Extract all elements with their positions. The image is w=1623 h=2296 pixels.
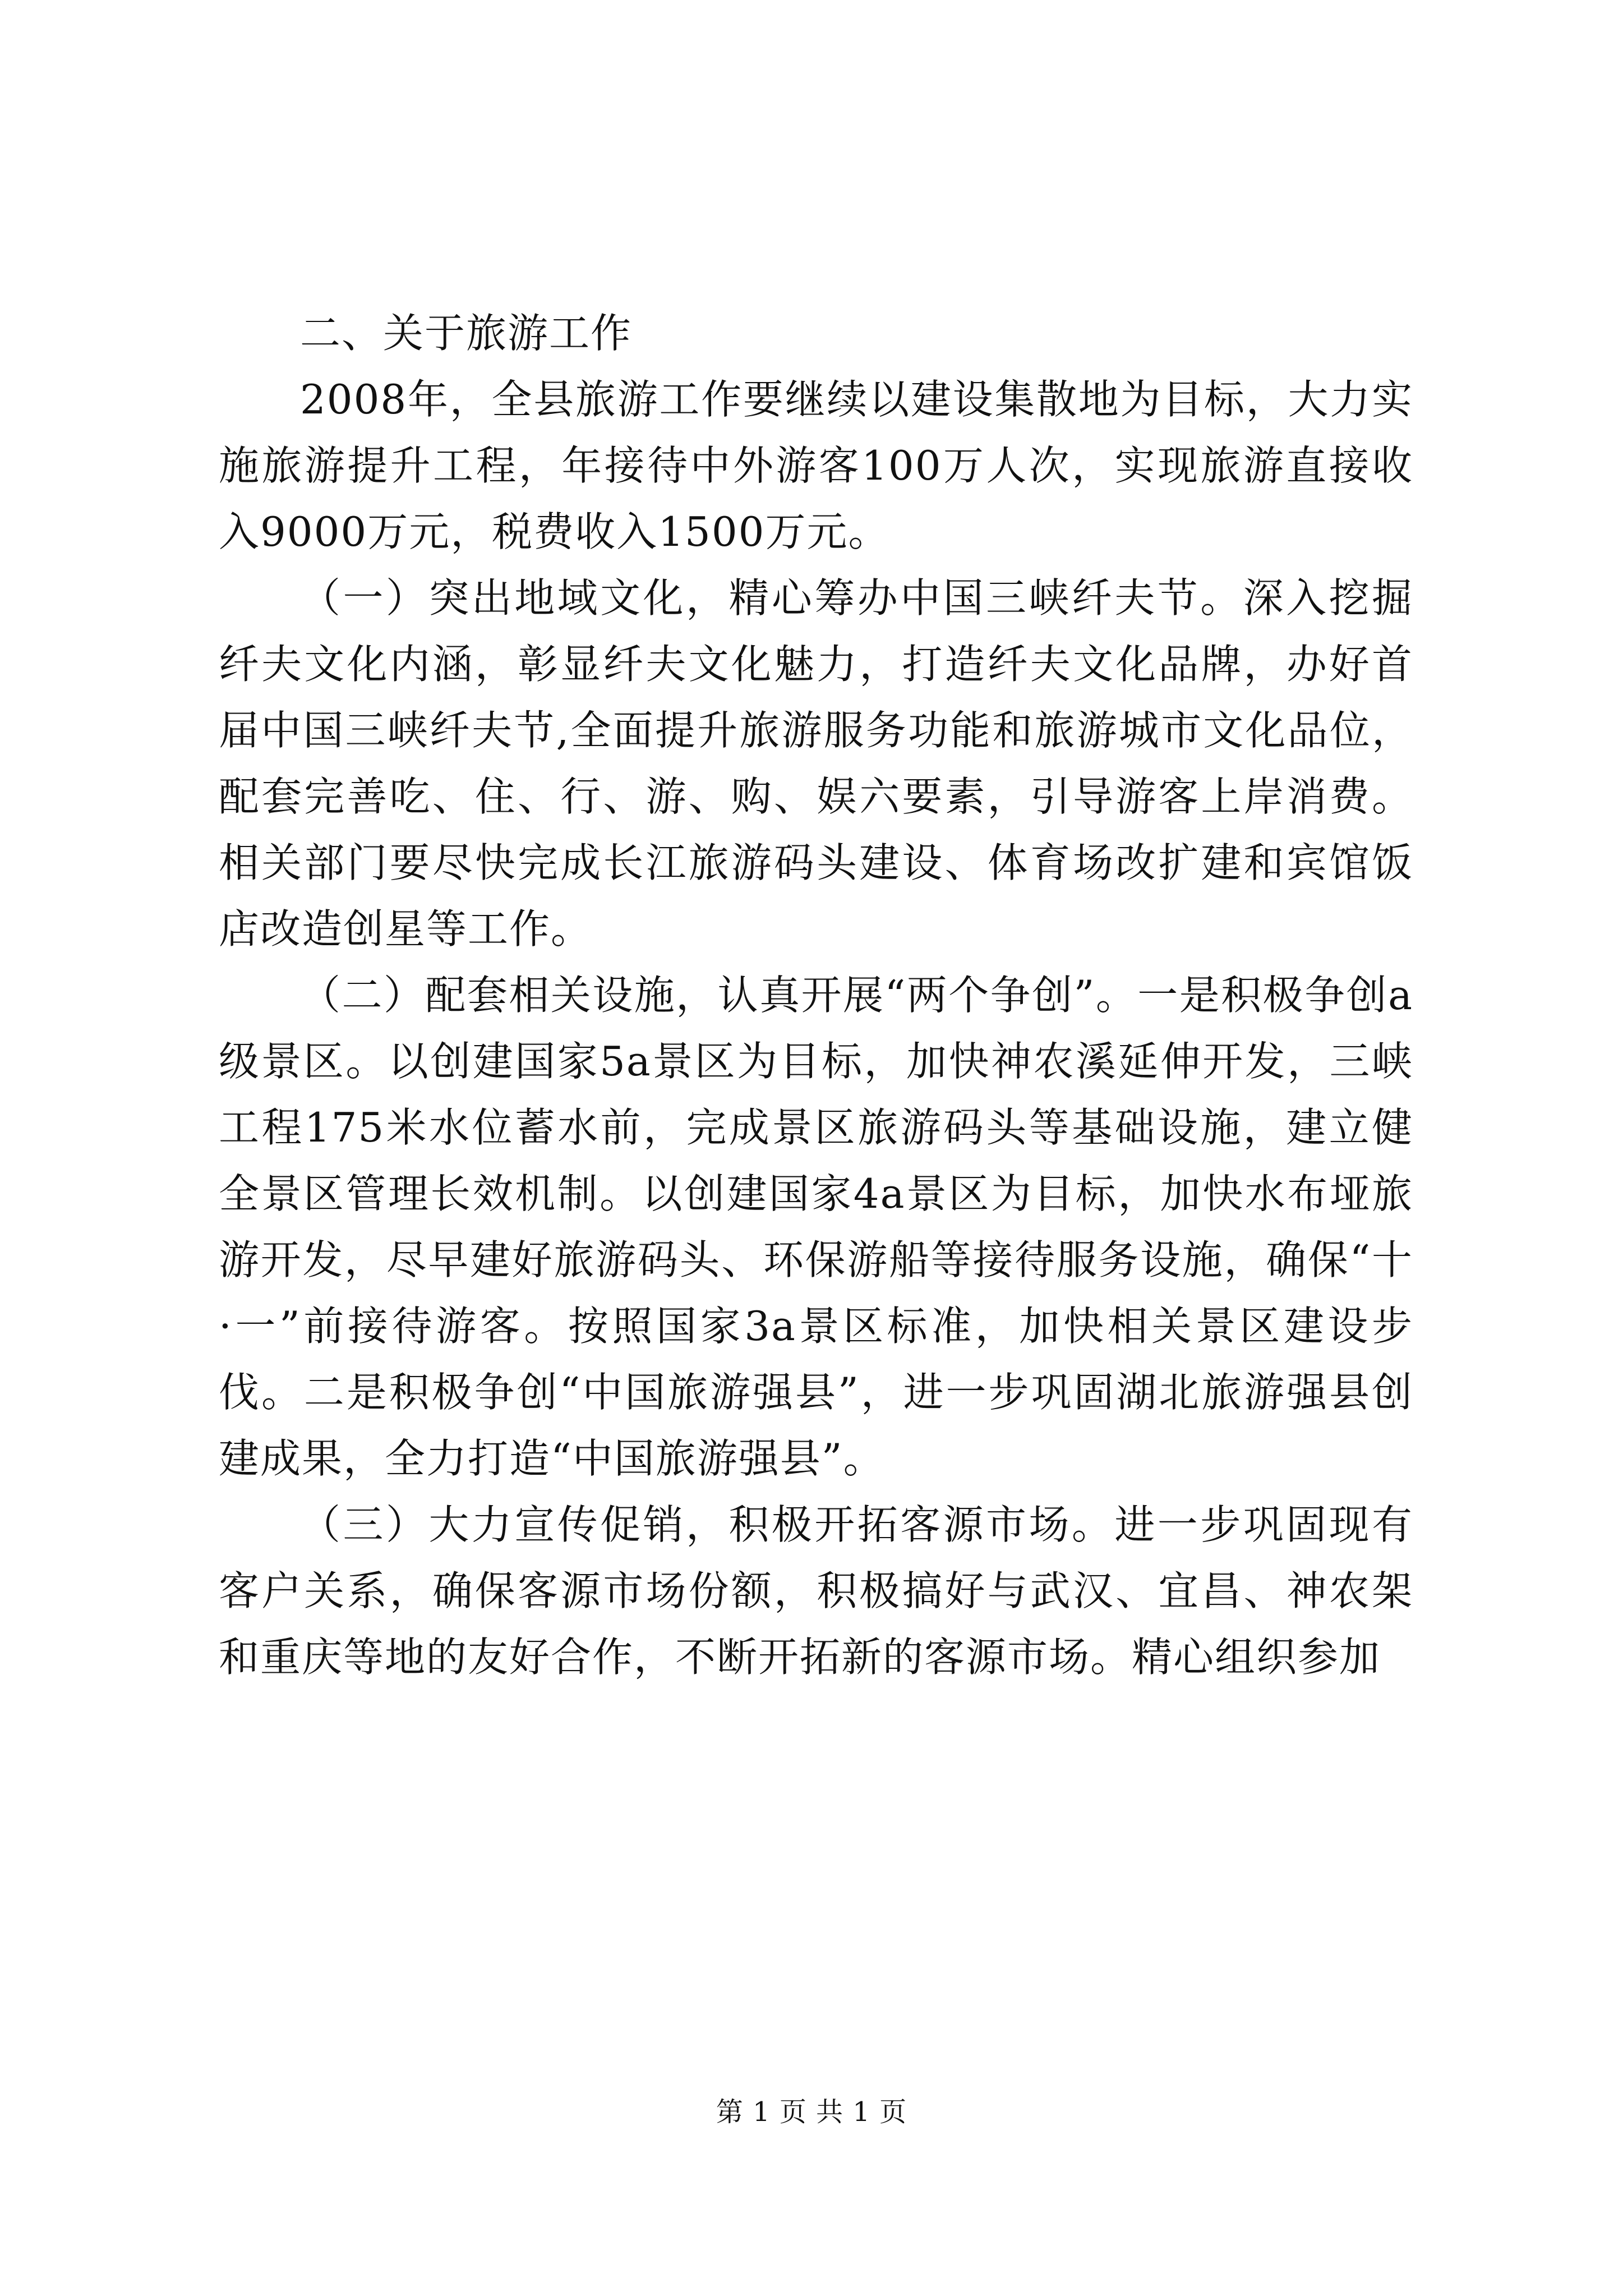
paragraph-facilities: （二）配套相关设施，认真开展“两个争创”。一是积极争创a级景区。以创建国家5a景区为目标，加快神农溪延伸开发，三峡工程175米水位蓄水前，完成景区旅游码头等基础设施，建立健全景区管理长效机制。以创建国家4a景区为目标，加快水布垭旅游开发，尽早建好旅游码头、环保游船等接待服务设施，确保“十·一”前接待游客。按照国家3a景区标准，加快相关景区建设步伐。二是积极争创“中国旅游强县”，进一步巩固湖北旅游强县创建成果，全力打造“中国旅游强县”。 [219, 972, 1413, 1482]
paragraph-intro: 2008年，全县旅游工作要继续以建设集散地为目标，大力实施旅游提升工程，年接待中外游客100万人次，实现旅游直接收入9000万元，税费收入1500万元。 [219, 376, 1413, 555]
section-heading: 二、关于旅游工作 [300, 310, 633, 357]
paragraph-culture-festival: （一）突出地域文化，精心筹办中国三峡纤夫节。深入挖掘纤夫文化内涵，彰显纤夫文化魅力，打造纤夫文化品牌，办好首届中国三峡纤夫节,全面提升旅游服务功能和旅游城市文化品位，配套完善吃、住、行、游、购、娱六要素，引导游客上岸消费。相关部门要尽快完成长江旅游码头建设、体育场改扩建和宾馆饭店改造创星等工作。 [219, 574, 1413, 953]
page-footer: 第 1 页 共 1 页 [716, 2096, 907, 2128]
paragraph-promotion: （三）大力宣传促销，积极开拓客源市场。进一步巩固现有客户关系，确保客源市场份额，积极搞好与武汉、宜昌、神农架和重庆等地的友好合作，不断开拓新的客源市场。精心组织参加 [219, 1501, 1413, 1681]
document-body [219, 300, 1413, 1690]
